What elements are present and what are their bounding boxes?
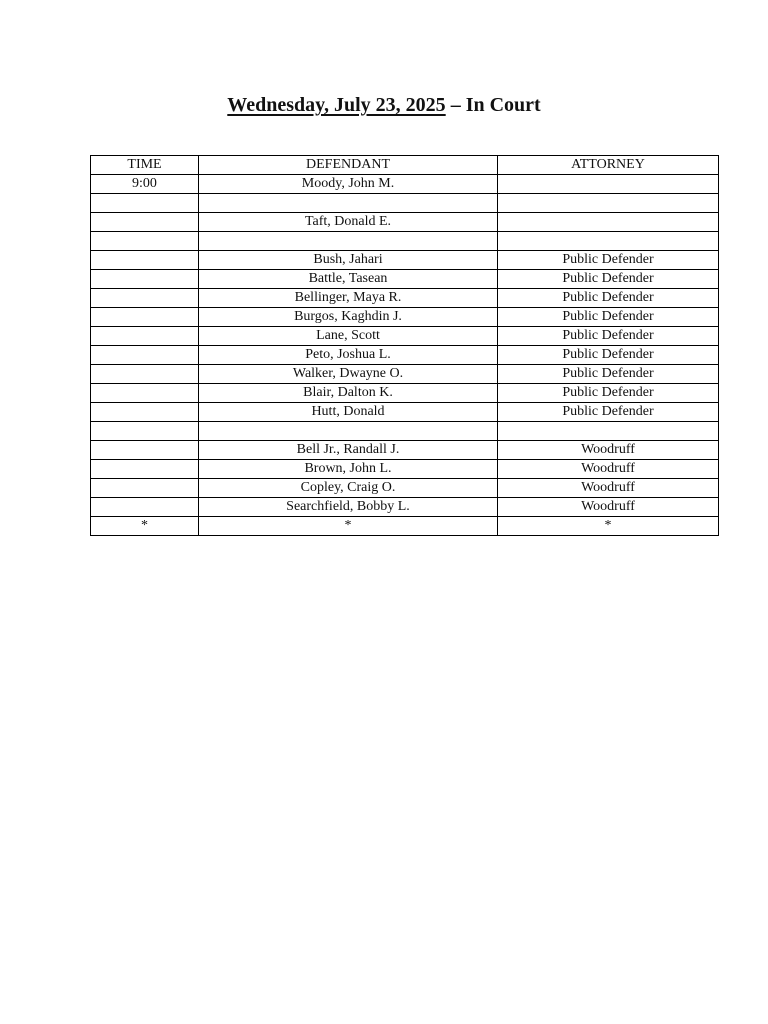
table-row xyxy=(91,479,719,498)
time-cell xyxy=(91,232,199,251)
table-row xyxy=(91,422,719,441)
time-cell xyxy=(91,479,199,498)
defendant-cell: Brown, John L. xyxy=(199,460,498,479)
table-row xyxy=(91,441,719,460)
title-suffix: – In Court xyxy=(445,94,541,116)
defendant-cell: Taft, Donald E. xyxy=(199,213,498,232)
time-column-header: TIME xyxy=(91,156,199,175)
time-cell xyxy=(91,270,199,289)
header-row xyxy=(91,156,719,175)
time-cell: * xyxy=(91,517,199,536)
defendant-cell: Battle, Tasean xyxy=(199,270,498,289)
time-cell xyxy=(91,498,199,517)
attorney-cell: Public Defender xyxy=(498,327,719,346)
time-cell xyxy=(91,327,199,346)
attorney-column-header: ATTORNEY xyxy=(498,156,719,175)
defendant-cell: Bell Jr., Randall J. xyxy=(199,441,498,460)
defendant-cell: Bellinger, Maya R. xyxy=(199,289,498,308)
attorney-cell: Public Defender xyxy=(498,384,719,403)
time-cell: 9:00 xyxy=(91,175,199,194)
time-cell xyxy=(91,213,199,232)
attorney-cell xyxy=(498,232,719,251)
attorney-cell xyxy=(498,213,719,232)
attorney-cell: Woodruff xyxy=(498,441,719,460)
table-row xyxy=(91,327,719,346)
table-row xyxy=(91,308,719,327)
page-title xyxy=(0,92,768,118)
attorney-cell: Public Defender xyxy=(498,270,719,289)
time-cell xyxy=(91,251,199,270)
defendant-cell: Burgos, Kaghdin J. xyxy=(199,308,498,327)
attorney-cell: Woodruff xyxy=(498,460,719,479)
attorney-cell: Public Defender xyxy=(498,251,719,270)
defendant-cell: Peto, Joshua L. xyxy=(199,346,498,365)
attorney-cell: Public Defender xyxy=(498,403,719,422)
time-cell xyxy=(91,308,199,327)
table-row xyxy=(91,289,719,308)
defendant-cell: Walker, Dwayne O. xyxy=(199,365,498,384)
attorney-cell xyxy=(498,422,719,441)
docket-table xyxy=(90,155,719,536)
defendant-cell: Blair, Dalton K. xyxy=(199,384,498,403)
time-cell xyxy=(91,346,199,365)
defendant-cell: Bush, Jahari xyxy=(199,251,498,270)
defendant-cell: Lane, Scott xyxy=(199,327,498,346)
time-cell xyxy=(91,422,199,441)
table-row xyxy=(91,213,719,232)
time-cell xyxy=(91,289,199,308)
attorney-cell: Woodruff xyxy=(498,498,719,517)
attorney-cell: Public Defender xyxy=(498,365,719,384)
attorney-cell: Public Defender xyxy=(498,346,719,365)
table-row xyxy=(91,251,719,270)
table-body xyxy=(91,175,719,536)
table-row xyxy=(91,194,719,213)
attorney-cell: Public Defender xyxy=(498,308,719,327)
table-row xyxy=(91,232,719,251)
table-row xyxy=(91,175,719,194)
defendant-cell xyxy=(199,422,498,441)
time-cell xyxy=(91,460,199,479)
table-row xyxy=(91,460,719,479)
table-row xyxy=(91,270,719,289)
defendant-cell: Hutt, Donald xyxy=(199,403,498,422)
table-row xyxy=(91,403,719,422)
time-cell xyxy=(91,441,199,460)
defendant-cell: Moody, John M. xyxy=(199,175,498,194)
time-cell xyxy=(91,194,199,213)
defendant-cell: Searchfield, Bobby L. xyxy=(199,498,498,517)
time-cell xyxy=(91,403,199,422)
table-row xyxy=(91,498,719,517)
defendant-cell: Copley, Craig O. xyxy=(199,479,498,498)
attorney-cell: Public Defender xyxy=(498,289,719,308)
attorney-cell xyxy=(498,175,719,194)
attorney-cell: * xyxy=(498,517,719,536)
table-row xyxy=(91,517,719,536)
title-date: Wednesday, July 23, 2025 xyxy=(227,94,446,116)
table-row xyxy=(91,365,719,384)
attorney-cell: Woodruff xyxy=(498,479,719,498)
time-cell xyxy=(91,384,199,403)
table-header xyxy=(91,156,719,175)
attorney-cell xyxy=(498,194,719,213)
defendant-cell xyxy=(199,232,498,251)
table-row xyxy=(91,346,719,365)
defendant-cell: * xyxy=(199,517,498,536)
table-row xyxy=(91,384,719,403)
defendant-cell xyxy=(199,194,498,213)
time-cell xyxy=(91,365,199,384)
defendant-column-header: DEFENDANT xyxy=(199,156,498,175)
